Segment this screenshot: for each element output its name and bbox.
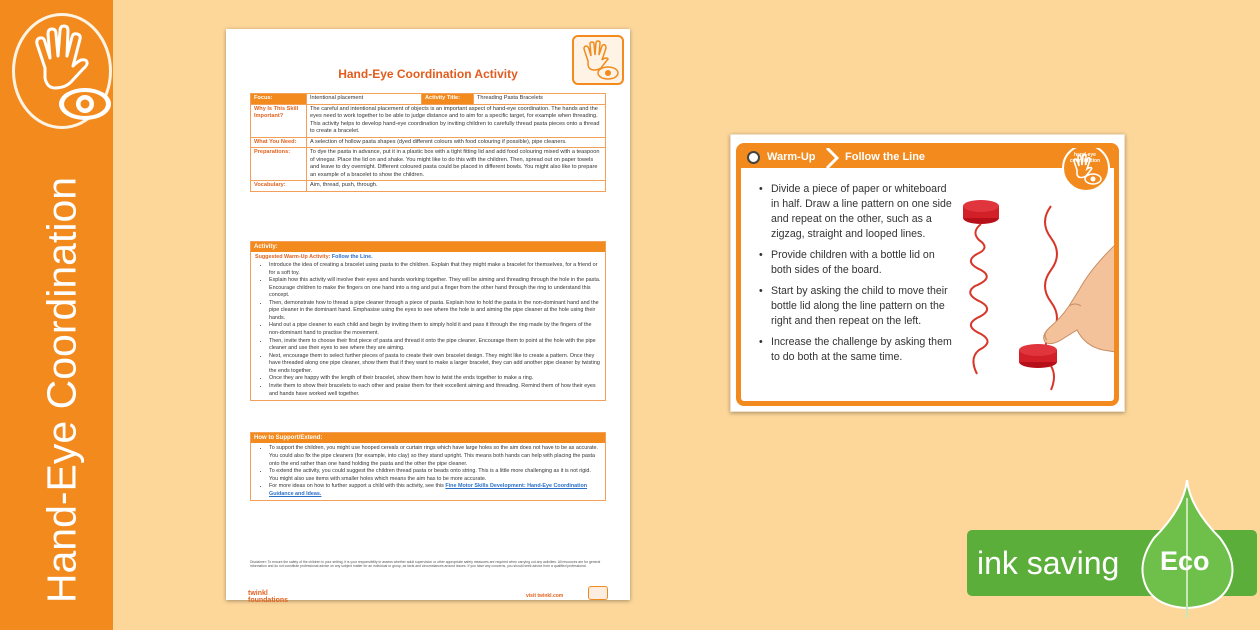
need-value: A selection of hollow pasta shapes (dyed different colours with food colouring if possible), pipe cleaners.: [307, 137, 606, 148]
ink-saving-label: ink saving: [977, 545, 1120, 581]
list-item: • Provide children with a bottle lid on both sides of the board.: [759, 248, 955, 278]
hand-eye-icon: [15, 16, 115, 132]
strip-title: Hand-Eye Coordination: [38, 176, 85, 604]
circle-icon: [747, 151, 760, 164]
list-item: [269, 483, 601, 498]
card-header: [741, 148, 1114, 168]
list-item: • Start by asking the child to move their bottle lid along the line pattern on the right and then repeat on the left.: [759, 284, 955, 329]
more-prefix: For more ideas on how to further support a child with this activity, see this: [269, 483, 444, 490]
list-item: • Introduce the idea of creating a bracelet using pasta to the children. Explain that they might make a bracelet for themselves, for a friend or for a soft toy.: [269, 262, 601, 277]
logo-line-2: foundations: [248, 597, 289, 604]
support-items: [255, 445, 601, 498]
activity-heading: Activity:: [251, 242, 605, 252]
list-item: • Explain how this activity will involve their eyes and hands working together. They will be aiming and threading through the hole in the pasta. Encourage children to make the fingers on one hand into a ring and put a finger from the other hand through the ring to understand this concept.: [269, 277, 601, 300]
prep-label: Preparations:: [251, 148, 307, 181]
hand-eye-badge: [12, 13, 112, 129]
focus-value: Intentional placement: [307, 94, 422, 105]
warmup-line: [255, 254, 601, 262]
list-item: • Increase the challenge by asking them to do both at the same time.: [759, 335, 955, 365]
why-label: Why Is This Skill Important?: [251, 104, 307, 137]
list-item: • Divide a piece of paper or whiteboard in half. Draw a line pattern on one side and repeat on the other, such as a zigzag, straight and looped lines.: [759, 182, 955, 242]
twinkl-url[interactable]: visit twinkl.com: [526, 593, 564, 599]
card-title: Follow the Line: [845, 151, 926, 163]
card-instructions: [759, 182, 955, 371]
vocab-value: Aim, thread, push, through.: [307, 181, 606, 192]
more-link[interactable]: Fine Motor Skills Development: Hand-Eye Coordination Guidance and Ideas.: [269, 483, 588, 497]
vocab-label: Vocabulary:: [251, 181, 307, 192]
card-frame: [736, 143, 1119, 406]
list-item: • Next, encourage them to select further pieces of pasta to create their own bracelet design. They might like to create a pattern. Once they have threaded along one pipe cleaner, show them that if they want to make a larger bracelet, they can add another pipe cleaner by twisting the ends together.: [269, 353, 601, 376]
list-item: • Invite them to show their bracelets to each other and praise them for their excellent aiming and threading. Remind them of how their eyes and hands have worked well together.: [269, 383, 601, 398]
list-item: • To extend the activity, you could suggest the children thread pasta or beads onto string. This is a little more challenging as it is not rigid. You might also use items with smaller holes which means the aim has to be more accurate.: [269, 468, 601, 483]
badge-text: hand-eye coordination: [1069, 152, 1101, 164]
logo-line-1: twinkl: [248, 590, 268, 597]
focus-label: Focus:: [251, 94, 307, 105]
chevron-right-icon: [823, 148, 843, 168]
worksheet-title: Hand-Eye Coordination Activity: [338, 67, 518, 81]
warmup-link[interactable]: Follow the Line.: [331, 254, 373, 261]
info-table: [250, 93, 606, 192]
twinkl-logo: [248, 590, 288, 604]
prep-value: To dye the pasta in advance, put it in a plastic box with a tight fitting lid and add food colouring mixed with a teaspoon of vinegar. Place the lid on and shake. You might like to do this with the children. Then, spread out on paper towels and leave to dry overnight. Different coloured pasta could be placed in different bowls. You might also like to prepare an example of a bracelet to show the children.: [307, 148, 606, 181]
disclaimer: Disclaimer: To ensure the safety of the children in your setting, it is your responsibility to assess whether adult supervision or other appropriate safety measures are required when carrying out any activities. All resources are for general information and do not constitute professional advice on any subject matter for an individual or group, as facts and circumstances around issues. If you have any concerns, you should seek advice from a qualified professional.: [250, 560, 601, 569]
warmup-label: Warm-Up: [767, 151, 816, 163]
activity-steps: [255, 262, 601, 398]
list-item: • To support the children, you might use hooped cereals or curtain rings which have large holes so the aim does not have to be as accurate. You could also fix the pipe cleaners (for example, into clay) so they stand upright. This means both hands can help with placing the pasta onto the end rather than one hand holding the pasta and the other the pipe cleaner.: [269, 445, 601, 468]
twinkl-badge: [588, 586, 608, 600]
support-section: [250, 432, 606, 501]
need-label: What You Need:: [251, 137, 307, 148]
list-item: • Then, invite them to choose their first piece of pasta and thread it onto the pipe cleaner. Encourage them to point at the hole with the pipe cleaner and use their eyes to see where they are aiming.: [269, 338, 601, 353]
list-item: • Then, demonstrate how to thread a pipe cleaner through a piece of pasta. Explain how to hold the pasta in the non-dominant hand and the pipe cleaner in the dominant hand. Emphasise using the eyes to see where the hole is and aiming the pipe cleaner at the hole using their hands.: [269, 300, 601, 323]
list-item: • Once they are happy with the length of their bracelet, show them how to twist the ends together to make a ring.: [269, 375, 601, 383]
list-item: • Hand out a pipe cleaner to each child and begin by inviting them to simply hold it and pass it through the ring made by the fingers of the non-dominant hand to practise the movement.: [269, 322, 601, 337]
eco-label: Eco: [1160, 546, 1210, 576]
worksheet-preview: [226, 29, 630, 604]
activity-section: [250, 241, 606, 401]
why-value: The careful and intentional placement of objects is an important aspect of hand-eye coordination. The hands and the eyes need to work together to be able to judge distance and to aim for a specific target, for example when threading. This activity helps to develop hand-eye coordination by inviting children to carefully thread pasta pieces onto a thread to create a bracelet.: [307, 104, 606, 137]
support-heading: How to Support/Extend:: [251, 433, 605, 443]
warmup-prefix: Suggested Warm-Up Activity:: [255, 254, 331, 261]
bottle-lid-illustration: [951, 178, 1116, 406]
left-strip: [0, 0, 113, 630]
activity-title-value: Threading Pasta Bracelets: [474, 94, 606, 105]
activity-title-label: Activity Title:: [422, 94, 474, 105]
warmup-card: [730, 134, 1125, 412]
